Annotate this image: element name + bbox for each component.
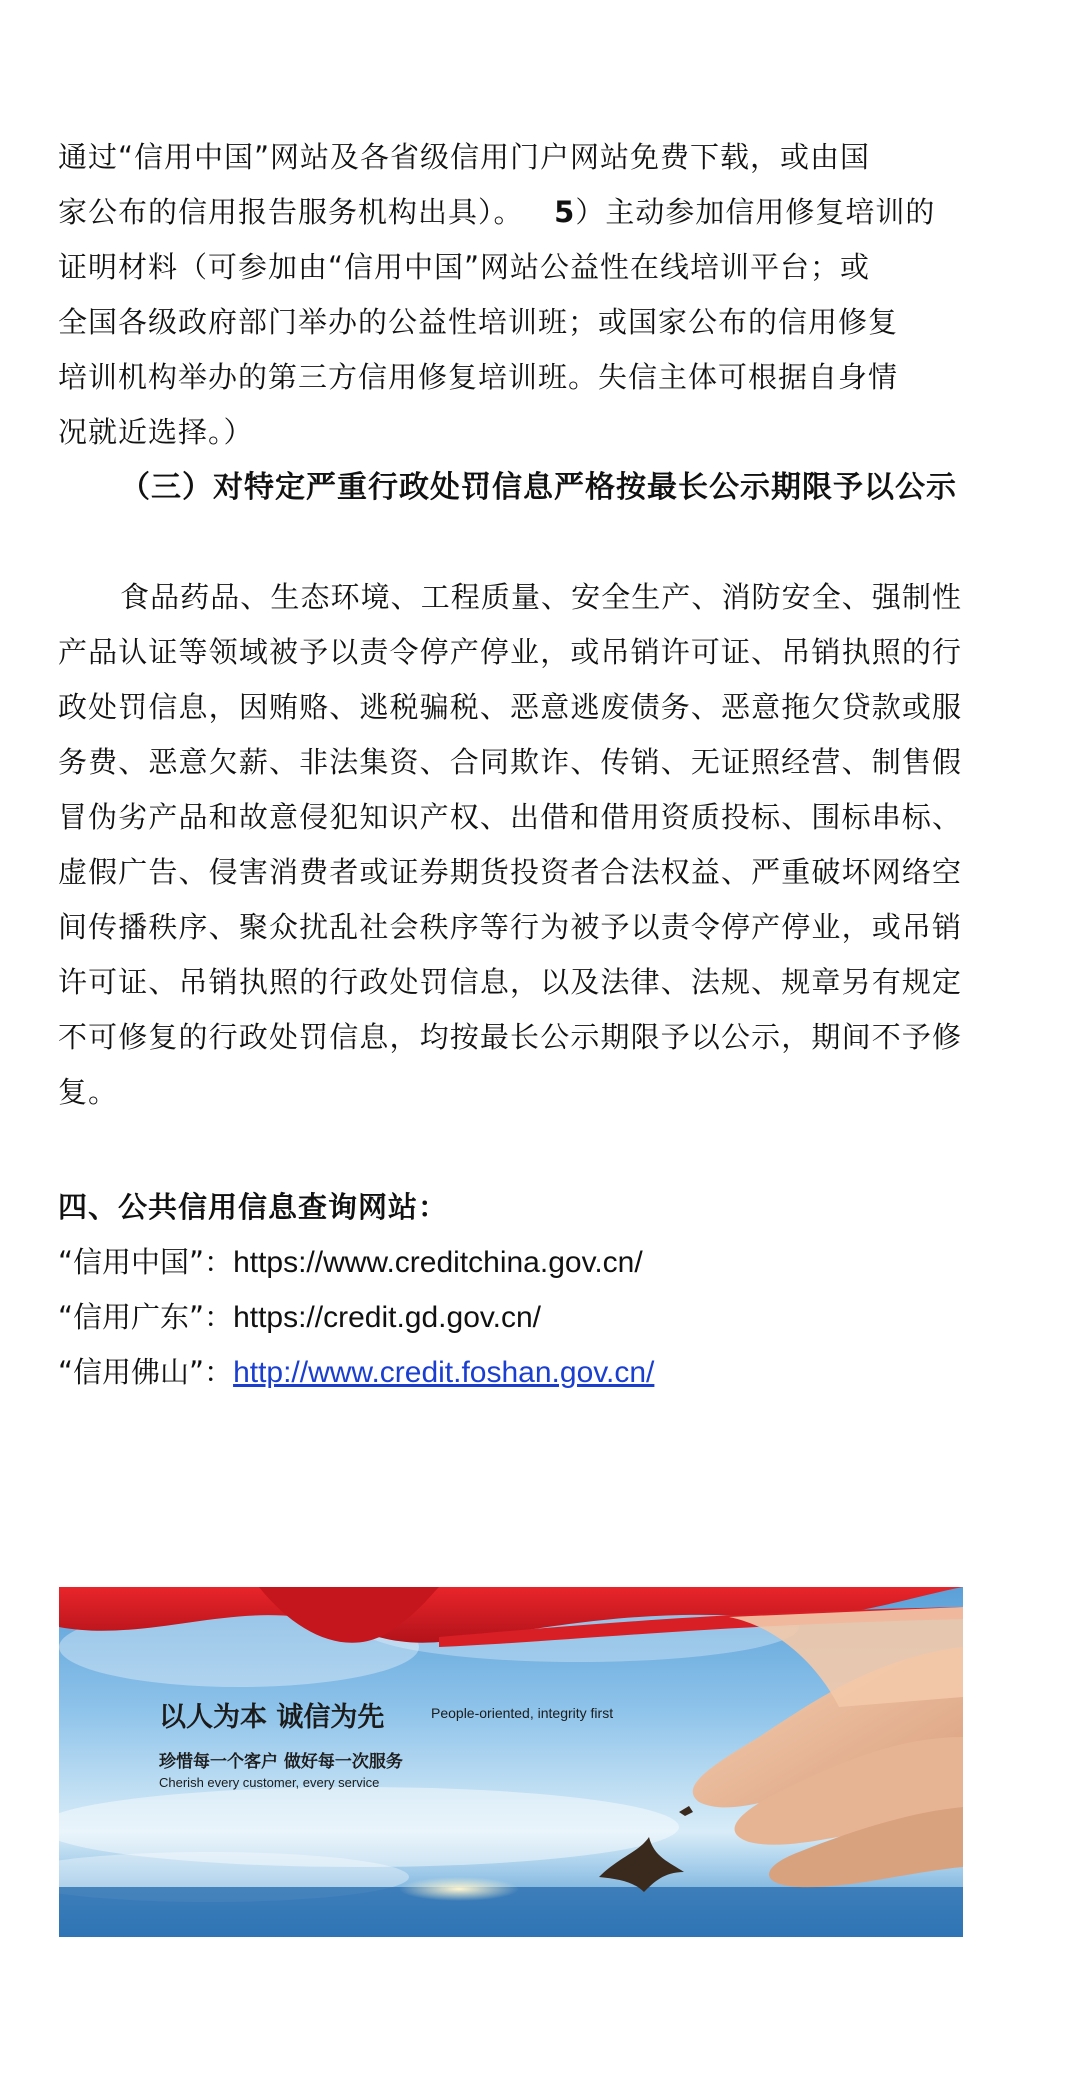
para-line: 况就近选择。） [58,415,254,449]
link-creditfoshan [58,1350,654,1391]
para-credit-report [58,130,962,460]
banner-subtitle-en: Cherish every customer, every service [159,1775,380,1790]
para-line: 证明材料（可参加由“信用中国”网站公益性在线培训平台；或 [58,250,871,284]
bird-shape [679,1806,693,1816]
subheading-block [58,460,962,515]
banner-subtitle: 珍惜每一个客户 做好每一次服务 [159,1752,403,1772]
integrity-banner [59,1587,963,1937]
banner-title-en: People-oriented, integrity first [431,1705,614,1721]
para-body: 食品药品、生态环境、工程质量、安全生产、消防安全、强制性产品认证等领域被予以责令停产停业，或吊销许可证、吊销执照的行政处罚信息，因贿赂、逃税骗税、恶意逃废债务、恶意拖欠贷款或服务费、恶意欠薪、非法集资、合同欺诈、传销、无证照经营、制售假冒伪劣产品和故意侵犯知识产权、出借和借用资质投标、围标串标、虚假广告、侵害消费者或证券期货投资者合法权益、严重破坏网络空间传播秩序、聚众扰乱社会秩序等行为被予以责令停产停业，或吊销许可证、吊销执照的行政处罚信息，以及法律、法规、规章另有规定不可修复的行政处罚信息，均按最长公示期限予以公示，期间不予修复。 [58,580,962,1109]
link-label: “信用广东”： [58,1300,234,1334]
hand-shape [729,1607,963,1707]
para-line: 培训机构举办的第三方信用修复培训班。失信主体可根据自身情 [58,360,899,394]
banner-title: 以人为本 诚信为先 [159,1702,385,1733]
para-penalty-info [58,570,962,1120]
sun-shape [399,1877,519,1901]
para-line: 全国各级政府部门举办的公益性培训班；或国家公布的信用修复 [58,305,899,339]
link-label: “信用佛山”： [58,1355,234,1389]
link-label: “信用中国”： [58,1245,234,1279]
link-url: https://www.creditchina.gov.cn/ [233,1246,643,1279]
link-url-hyperlink[interactable]: http://www.credit.foshan.gov.cn/ [233,1356,655,1389]
link-creditgd [58,1295,541,1336]
link-url: https://credit.gd.gov.cn/ [233,1301,542,1334]
section-4-heading: 四、公共信用信息查询网站： [58,1190,449,1224]
link-creditchina [58,1240,643,1281]
para-line: 通过“信用中国”网站及各省级信用门户网站免费下载，或由国 [58,140,871,174]
para-line: 家公布的信用报告服务机构出具）。 5）主动参加信用修复培训的 [58,195,936,229]
subheading-3: （三）对特定严重行政处罚信息严格按最长公示期限予以公示 [120,470,957,505]
